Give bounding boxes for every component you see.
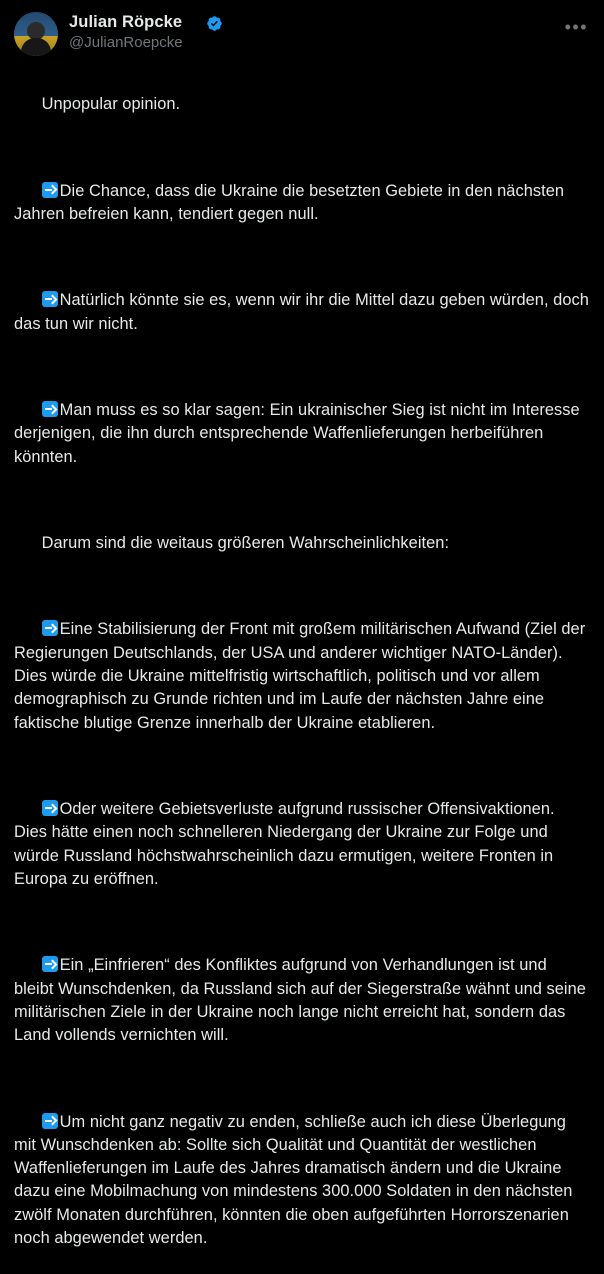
post-paragraph [14, 1087, 590, 1273]
paragraph-text: Die Chance, dass die Ukraine die besetzten Gebiete in den nächsten Jahren befreien kann, tendiert gegen null. [14, 181, 569, 223]
paragraph-text: Eine Stabilisierung der Front mit großem militärischen Aufwand (Ziel der Regierungen Deutschlands, der USA und anderer wichtiger NATO-Länder). Dies würde die Ukraine mittelfristig wirtschaftlich, politisch und vor allem demographisch zu Grunde richten und im Laufe der nächsten Jahre eine faktische blutige Grenze innerhalb der Ukraine etablieren. [14, 620, 590, 732]
blue-arrow-right-icon [42, 956, 58, 972]
post-paragraph [14, 70, 590, 140]
blue-arrow-right-icon [42, 401, 58, 417]
blue-arrow-right-icon [42, 800, 58, 816]
paragraph-text: Unpopular opinion. [41, 95, 181, 114]
post-paragraph [14, 509, 590, 579]
paragraph-text: Oder weitere Gebietsverluste aufgrund russischer Offensivaktionen. Dies hätte einen noch schnelleren Niedergang der Ukraine zur Folge und würde Russland höchstwahrscheinlich dazu ermutigen, weitere Fronten in Europa zu eröffnen. [14, 800, 560, 888]
more-options-icon[interactable]: ••• [564, 17, 588, 37]
post-header [14, 12, 590, 56]
blue-arrow-right-icon [42, 182, 58, 198]
avatar-head [27, 22, 45, 40]
post-paragraph [14, 595, 590, 758]
post-paragraph [14, 376, 590, 492]
author-handle[interactable]: @JulianRoepcke [69, 33, 183, 51]
paragraph-text: Natürlich könnte sie es, wenn wir ihr die Mittel dazu geben würden, doch das tun wir nicht. [14, 291, 594, 333]
paragraph-text: Um nicht ganz negativ zu enden, schließe auch ich diese Überlegung mit Wunschdenken ab: Sollte sich Qualität und Quantität der westlichen Waffenlieferungen im Laufe des Jahres dramatisch ändern und die Ukraine dazu eine Mobilmachung von mindestens 300.000 Soldaten in den nächsten zwölf Monaten durchführen, könnten die oben aufgeführten Horrorszenarien noch abgewendet werden. [14, 1112, 578, 1248]
post-paragraph [14, 931, 590, 1071]
post-text [14, 70, 594, 1274]
ukraine-flag-icon [186, 18, 202, 29]
blue-arrow-right-icon [42, 1113, 58, 1129]
post-paragraph [14, 156, 590, 249]
blue-arrow-right-icon [42, 291, 58, 307]
avatar[interactable] [14, 12, 58, 56]
post-paragraph [14, 775, 590, 915]
author-names [69, 12, 223, 51]
paragraph-text: Ein „Einfrieren“ des Konfliktes aufgrund von Verhandlungen ist und bleibt Wunschdenken, da Russland sich auf der Siegerstraße wähnt und seine militärischen Ziele in der Ukraine noch lange nicht erreicht hat, sondern das Land vollends vernichten will. [14, 956, 591, 1045]
post-paragraph [14, 266, 594, 359]
blue-arrow-right-icon [42, 620, 58, 636]
display-name-row [69, 13, 223, 32]
verified-badge-icon [206, 15, 223, 32]
display-name[interactable]: Julian Röpcke [69, 13, 183, 31]
paragraph-text: Darum sind die weitaus größeren Wahrscheinlichkeiten: [41, 534, 450, 553]
paragraph-text: Man muss es so klar sagen: Ein ukrainischer Sieg ist nicht im Interesse derjenigen, die ihn durch entsprechende Waffenlieferungen herbeiführen könnten. [14, 401, 585, 466]
